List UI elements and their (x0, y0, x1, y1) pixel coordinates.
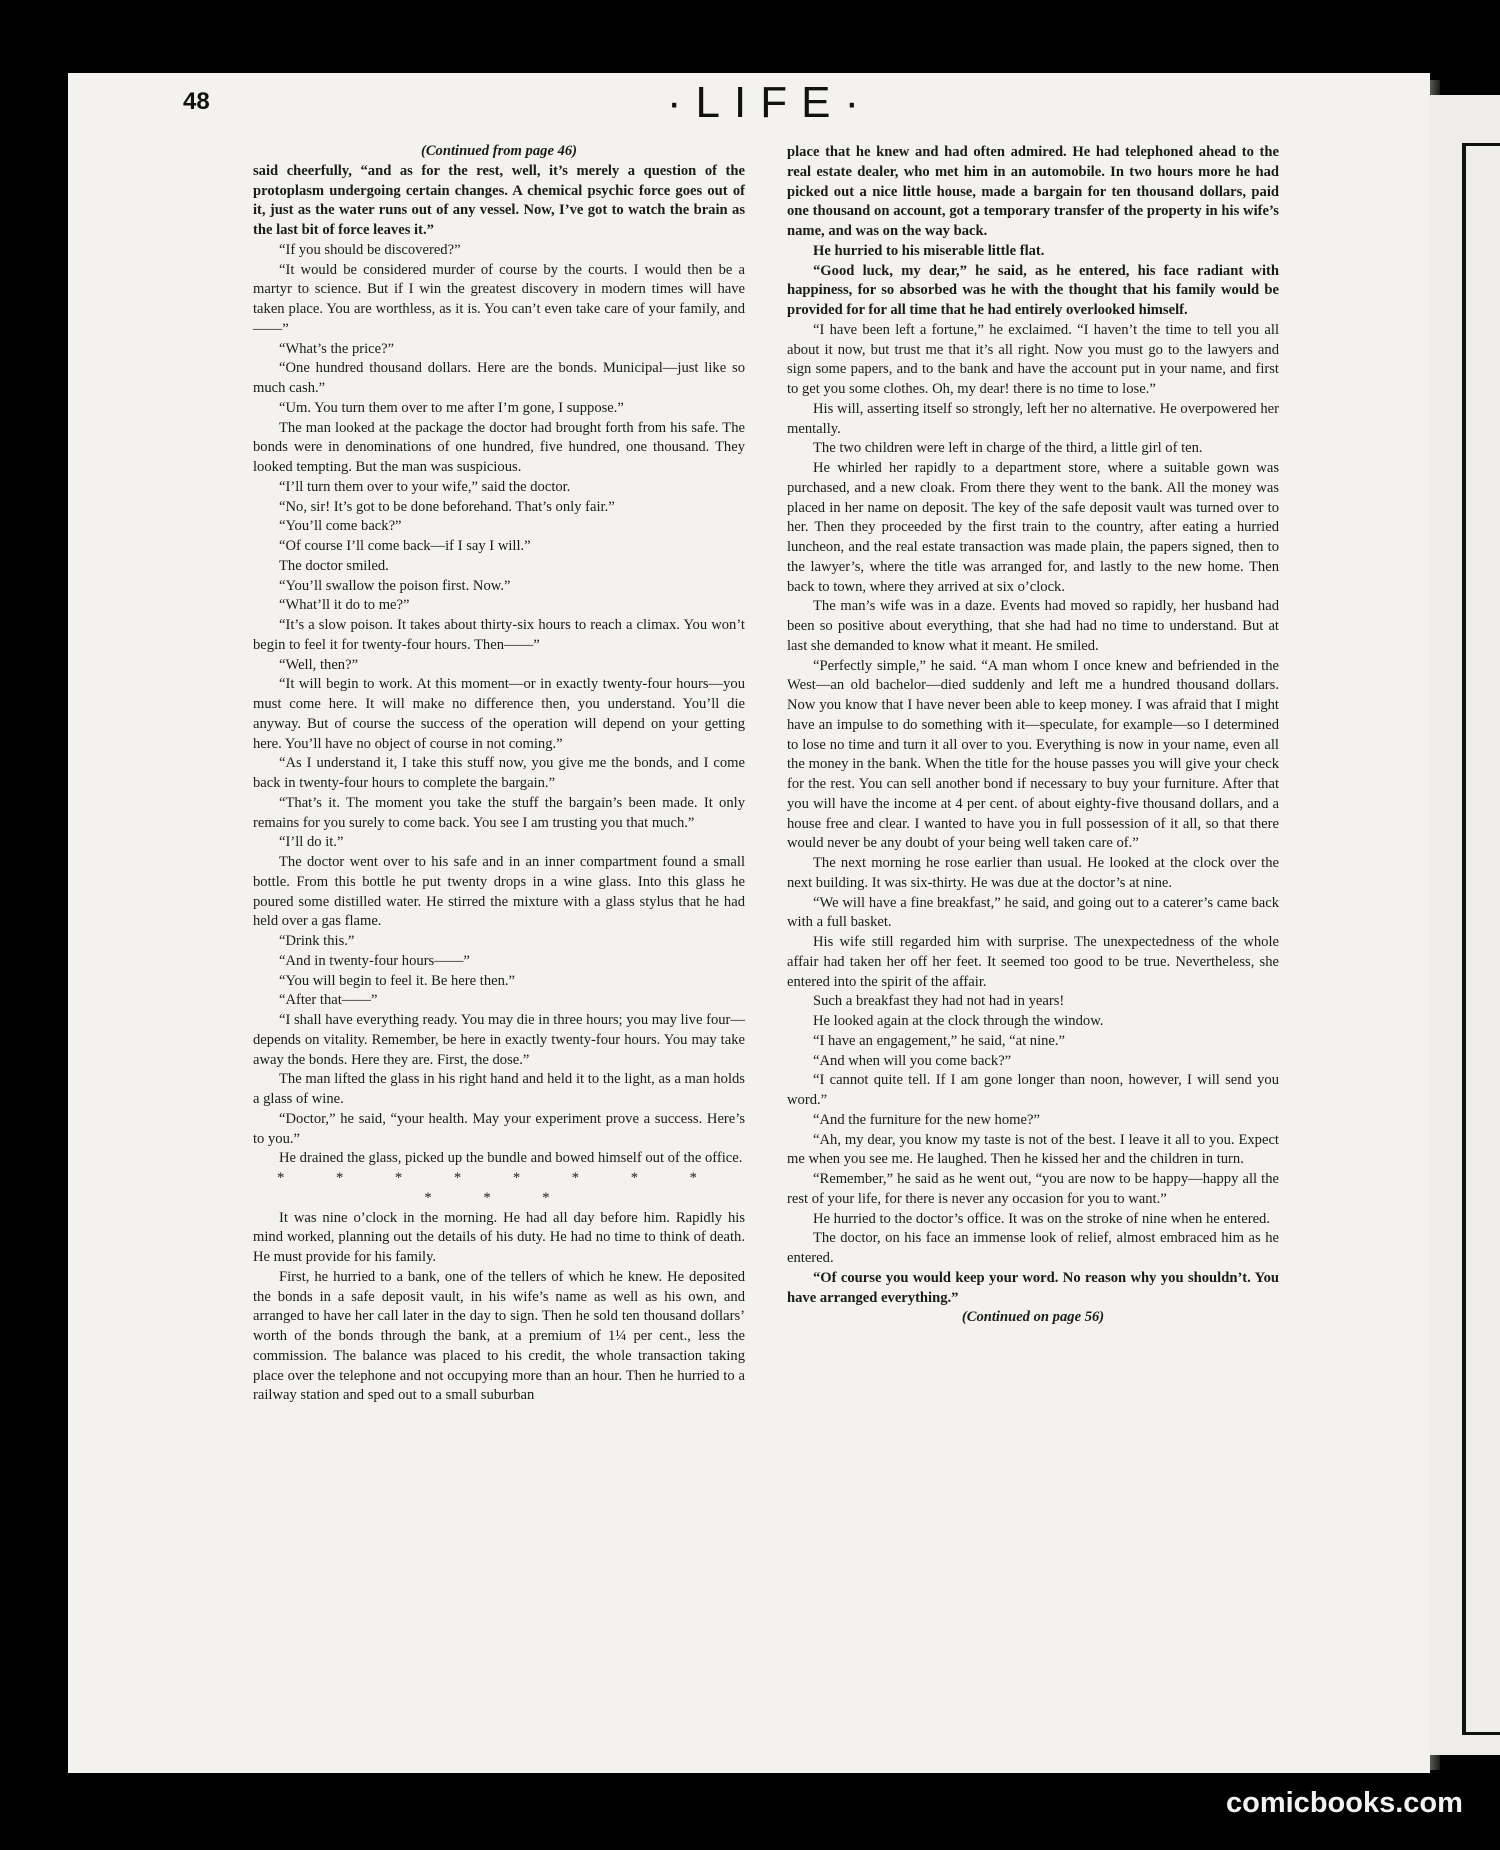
paragraph: He drained the glass, picked up the bundle and bowed himself out of the office. (279, 1150, 743, 1167)
paragraph: “You’ll swallow the poison first. Now.” (279, 577, 511, 594)
paragraph: “Ah, my dear, you know my taste is not of the best. I leave it all to you. Expect me when you see me. He laughed. Then he kissed her and the children in turn. (787, 1131, 1279, 1168)
paragraph: “What’ll it do to me?” (279, 597, 410, 614)
paragraph: It was nine o’clock in the morning. He had all day before him. Rapidly his mind worked, planning out the details of his duty. He had no time to think of death. He must provide for his family. (253, 1209, 745, 1265)
paragraph: The doctor went over to his safe and in an inner compartment found a small bottle. From this bottle he put twenty drops in a wine glass. Into this glass he poured some distilled water. He stirred the mixture with a glass stylus that he had held over a gas flame. (253, 854, 745, 930)
paragraph: (Continued from page 46) (420, 143, 578, 159)
text-column-right (787, 143, 1279, 1328)
paragraph: His will, asserting itself so strongly, left her no alternative. He overpowered her mentally. (787, 400, 1279, 437)
paragraph: Such a breakfast they had not had in years! (813, 993, 1065, 1010)
paragraph: “It will begin to work. At this moment—or in exactly twenty-four hours—you must come here. It will make no difference then, you understand. You’ll die anyway. But of course the success of the operation will depend on your getting here. You’ll have no object of course in not coming.” (253, 676, 745, 752)
paragraph: “And in twenty-four hours——” (279, 952, 470, 969)
paragraph: “After that——” (279, 992, 378, 1009)
page-number: 48 (183, 88, 210, 115)
paragraph: “Good luck, my dear,” he said, as he entered, his face radiant with happiness, for so absorbed was he with the thought that his family would be provided for for all time that he had entirely overlooked himself. (787, 262, 1279, 318)
paragraph: He whirled her rapidly to a department store, where a suitable gown was purchased, and a new cloak. From there they went to the bank. All the money was placed in her name on deposit. The key of the safe deposit vault was turned over to her. Then they proceeded by the first train to the country, after eating a hurried luncheon, and the real estate transaction was made plain, the papers signed, then to the lawyer’s, where the title was arranged for, and lastly to the new home. Then back to town, where they arrived at six o’clock. (787, 460, 1279, 595)
source-watermark: comicbooks.com (1226, 1787, 1463, 1819)
paragraph: “Of course you would keep your word. No reason why you shouldn’t. You have arranged everything.” (787, 1269, 1279, 1306)
paragraph: “I’ll turn them over to your wife,” said the doctor. (279, 478, 571, 495)
masthead-title: ·LIFE· (666, 78, 874, 127)
paragraph: The man lifted the glass in his right hand and held it to the light, as a man holds a glass of wine. (253, 1071, 745, 1107)
paragraph: The man looked at the package the doctor had brought forth from his safe. The bonds were in denominations of one hundred, five hundred, one thousand. They looked tempting. But the man was suspicious. (253, 419, 745, 475)
paragraph: (Continued on page 56) (961, 1309, 1105, 1326)
paragraph: He hurried to his miserable little flat. (813, 242, 1045, 259)
paragraph: “I have been left a fortune,” he exclaimed. “I haven’t the time to tell you all about it now, but trust me that it’s all right. Now you must go to the lawyers and sign some papers, and to the bank and have the account put in your name, and first to get you some clothes. Oh, my dear! there is no time to lose.” (787, 321, 1279, 397)
paragraph: “Um. You turn them over to me after I’m gone, I suppose.” (279, 399, 624, 416)
paragraph: His wife still regarded him with surprise. The unexpectedness of the whole affair had taken her off her feet. It seemed too good to be true. Nevertheless, she entered into the spirit of the affair. (787, 934, 1279, 990)
paragraph: “Drink this.” (279, 933, 355, 949)
paragraph: “I have an engagement,” he said, “at nine.” (813, 1032, 1066, 1049)
paragraph: “That’s it. The moment you take the stuff the bargain’s been made. It only remains for you surely to come back. You see I am trusting you that much.” (253, 794, 745, 831)
paragraph: “One hundred thousand dollars. Here are the bonds. Municipal—just like so much cash.” (253, 360, 745, 396)
paragraph: The two children were left in charge of the third, a little girl of ten. (813, 440, 1203, 457)
paragraph: said cheerfully, “and as for the rest, well, it’s merely a question of the protoplasm undergoing certain changes. A chemical psychic force goes out of it, just as the water runs out of any vessel. Now, I’ve got to watch the brain as the last bit of force leaves it.” (253, 162, 745, 238)
paragraph: “Of course I’ll come back—if I say I will.” (279, 538, 531, 554)
paragraph: The man’s wife was in a daze. Events had moved so rapidly, her husband had been so positive about everything, that she had had no time to understand. But at last she demanded to know what it meant. He smiled. (787, 598, 1279, 654)
text-column-left (253, 142, 745, 1406)
paragraph: “Remember,” he said as he went out, “you are now to be happy—happy all the rest of your life, for there is never any occasion for you to want.” (787, 1171, 1279, 1207)
paragraph: “Well, then?” (279, 656, 359, 673)
paragraph: place that he knew and had often admired. He had telephoned ahead to the real estate dealer, who met him in an automobile. In two hours more he had picked out a nice little house, made a bargain for ten thousand dollars, paid one thousand on account, got a temporary transfer of the property in his wife’s name, and was on the way back. (787, 144, 1279, 239)
adjacent-page-frame (1462, 143, 1500, 1735)
paragraph: He looked again at the clock through the window. (813, 1013, 1104, 1029)
paragraph: “And when will you come back?” (813, 1052, 1012, 1069)
paragraph: “It would be considered murder of course by the courts. I would then be a martyr to science. But if I win the greatest discovery in modern times will have taken place. You are worthless, as it is. You can’t even take care of your family, and——” (253, 261, 745, 337)
paragraph: The doctor smiled. (279, 557, 389, 574)
paragraph: He hurried to the doctor’s office. It was on the stroke of nine when he entered. (813, 1210, 1270, 1227)
paragraph: “And the furniture for the new home?” (813, 1111, 1040, 1128)
paragraph: “You will begin to feel it. Be here then.” (279, 972, 516, 989)
paragraph: The doctor, on his face an immense look of relief, almost embraced him as he entered. (787, 1230, 1279, 1266)
paragraph: “We will have a fine breakfast,” he said, and going out to a caterer’s came back with a full basket. (787, 894, 1279, 931)
paragraph: First, he hurried to a bank, one of the tellers of which he knew. He deposited the bonds in a safe deposit vault, in his wife’s name as well as his own, and arranged to have her call later in the day to sign. Then he sold ten thousand dollars’ worth of the bonds through the bank, at a premium of 1¼ per cent., less the commission. The balance was placed to his credit, the whole transaction taking place over the telephone and not occupying more than an hour. Then he hurried to a railway station and sped out to a small suburban (253, 1268, 745, 1404)
paragraph: “I shall have everything ready. You may die in three hours; you may live four—depends on vitality. Remember, be here in exactly twenty-four hours. You may take away the bonds. Here they are. First, the dose.” (253, 1012, 745, 1068)
paragraph: “I cannot quite tell. If I am gone longer than noon, however, I will send you word.” (787, 1072, 1279, 1108)
paragraph: “Perfectly simple,” he said. “A man whom I once knew and befriended in the West—an old bachelor—died suddenly and left me a hundred thousand dollars. Now you know that I have never been able to keep money. I was afraid that I might have an impulse to do something with it—speculate, for example—so I determined to lose no time and turn it all over to you. Everything is now in your name, even all the money in the bank. When the title for the house passes you will give your check for the rest. You can sell another bond if necessary to buy your furniture. After that you will have the income at 4 per cent. of about eighty-five thousand dollars, and a house free and clear. I wanted to have you in full possession of it all, so that there would never be any doubt of your being well taken care of.” (787, 657, 1279, 852)
paragraph: “If you should be discovered?” (279, 241, 461, 258)
paragraph: The next morning he rose earlier than usual. He looked at the clock over the next building. It was six-thirty. He was due at the doctor’s at nine. (787, 855, 1279, 891)
paragraph: “It’s a slow poison. It takes about thirty-six hours to reach a climax. You won’t begin to feel it for twenty-four hours. Then——” (253, 617, 745, 653)
paragraph: “I’ll do it.” (279, 834, 344, 851)
paragraph: “Doctor,” he said, “your health. May your experiment prove a success. Here’s to you.” (253, 1110, 745, 1147)
paragraph: “No, sir! It’s got to be done beforehand. That’s only fair.” (279, 498, 615, 515)
paragraph: “As I understand it, I take this stuff now, you give me the bonds, and I come back in twenty-four hours to complete the bargain.” (253, 755, 745, 791)
paragraph: * * * * * * * * * * * (277, 1170, 721, 1206)
adjacent-page-edge (1430, 95, 1500, 1755)
paragraph: “You’ll come back?” (279, 518, 402, 535)
paragraph: “What’s the price?” (279, 340, 395, 357)
